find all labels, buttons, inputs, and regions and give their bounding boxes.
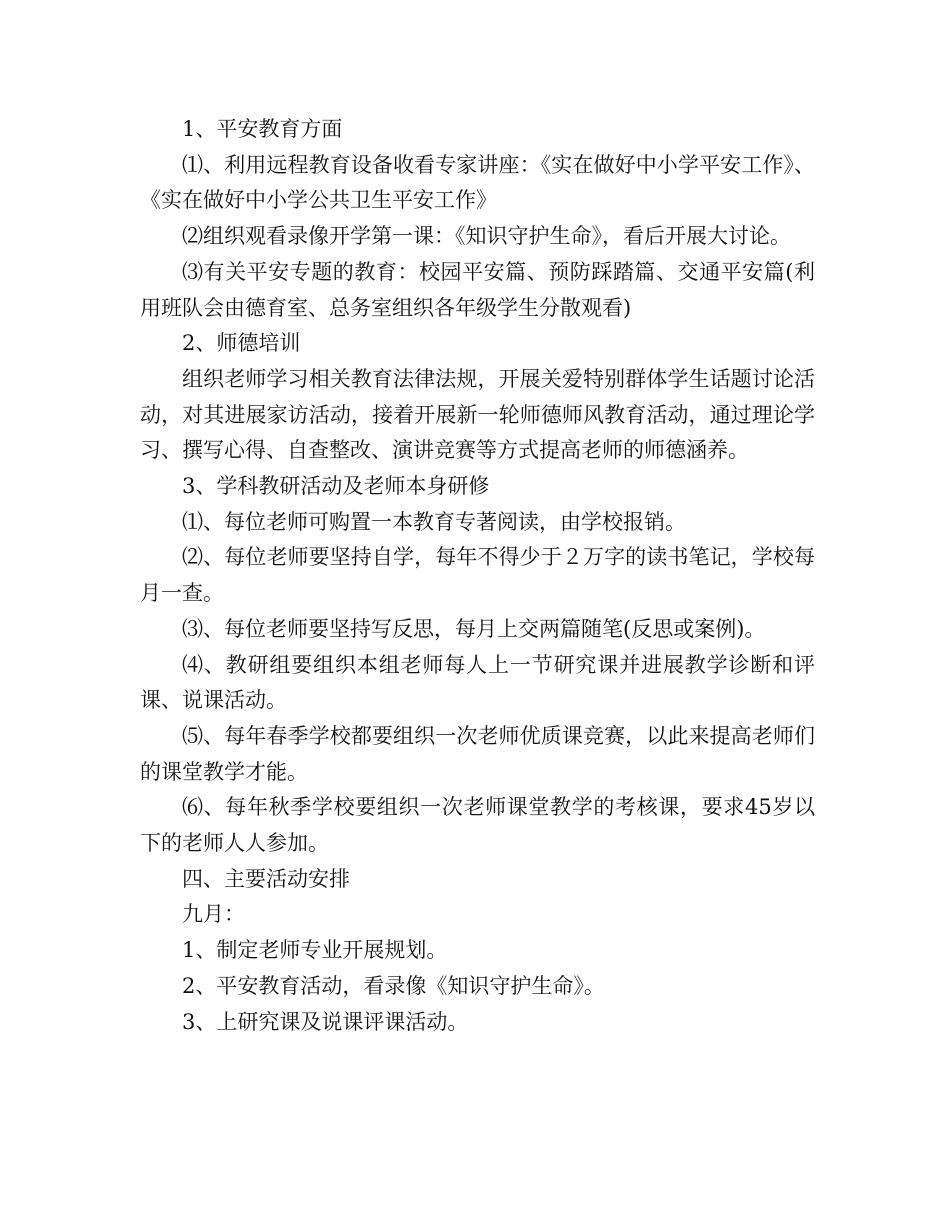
paragraph-ethics-training: 组织老师学习相关教育法律法规，开展关爱特别群体学生话题讨论活动，对其进展家访活动，接着开展新一轮师德师风教育活动，通过理论学习、撰写心得、自查整改、演讲竞赛等方式提高老师的师德涵养。	[140, 366, 815, 463]
heading-activity-schedule: 四、主要活动安排	[182, 866, 350, 891]
heading-september: 九月：	[182, 902, 245, 927]
list-item-safety-topics: ⑶有关平安专题的教育：校园平安篇、预防踩踏篇、交通平安篇(利用班队会由德育室、总务室组织各年级学生分散观看)	[140, 259, 815, 320]
list-item-spring-competition: ⑸、每年春季学校都要组织一次老师优质课竞赛，以此来提高老师们的课堂教学才能。	[140, 723, 815, 784]
list-item-research-course: 3、上研究课及说课评课活动。	[182, 1009, 469, 1034]
list-item-buy-book: ⑴、每位老师可购置一本教育专著阅读，由学校报销。	[182, 509, 686, 534]
heading-teacher-ethics-training: 2、师德培训	[182, 331, 301, 356]
list-item-self-study-notes: ⑵、每位老师要坚持自学，每年不得少于２万字的读书笔记，学校每月一查。	[140, 545, 815, 606]
document-body	[140, 112, 815, 1040]
list-item-safety-activity: 2、平安教育活动，看录像《知识守护生命》。	[182, 973, 605, 998]
list-item-development-plan: 1、制定老师专业开展规划。	[182, 938, 448, 963]
list-item-expert-lectures: ⑴、利用远程教育设备收看专家讲座：《实在做好中小学平安工作》、《实在做好中小学公共卫生平安工作》	[140, 152, 815, 213]
heading-teaching-research: 3、学科教研活动及老师本身研修	[182, 474, 490, 499]
heading-safety-education: 1、平安教育方面	[182, 117, 343, 141]
list-item-research-lessons: ⑷、教研组要组织本组老师每人上一节研究课并进展教学诊断和评课、说课活动。	[140, 652, 815, 713]
list-item-autumn-assessment: ⑹、每年秋季学校要组织一次老师课堂教学的考核课，要求45岁以下的老师人人参加。	[140, 795, 815, 856]
list-item-reflections: ⑶、每位老师要坚持写反思，每月上交两篇随笔(反思或案例)。	[182, 616, 766, 641]
list-item-first-lesson-video: ⑵组织观看录像开学第一课：《知识守护生命》，看后开展大讨论。	[182, 224, 791, 249]
